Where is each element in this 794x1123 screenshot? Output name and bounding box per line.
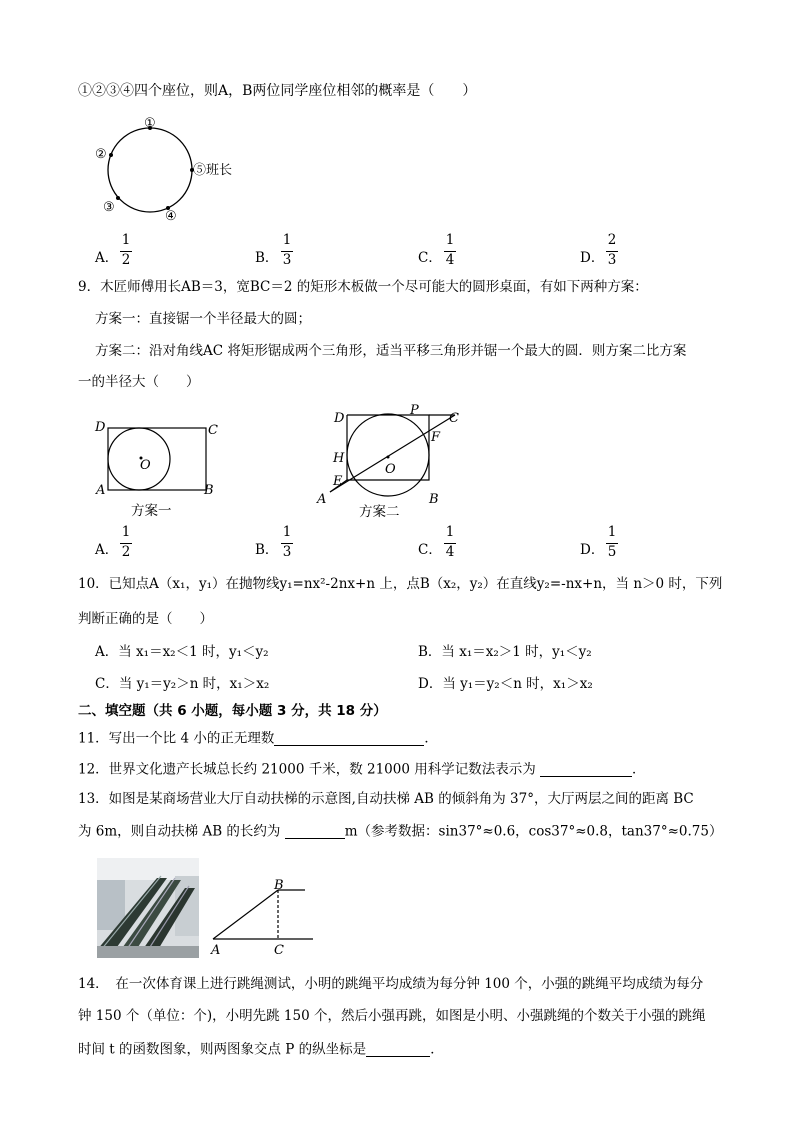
plan2-label-o: O [385, 462, 396, 477]
q11-answer-blank[interactable] [274, 731, 424, 746]
q9-option-d-fraction: 1 5 [607, 524, 617, 560]
seat-2-label: ② [95, 147, 107, 162]
plan1-diagram [90, 412, 230, 522]
plan2-label-c: C [449, 411, 459, 426]
seat-1-label: ① [144, 116, 156, 131]
q10-option-c[interactable]: C．当 y₁＝y₂＞n 时，x₁＞x₂ [95, 676, 270, 692]
q9-option-a-fraction: 1 2 [121, 524, 131, 560]
q14-line2: 钟 150 个（单位：个)，小明先跳 150 个，然后小强再跳，如图是小明、小强跳绳的个数关于小强的跳绳 [78, 1008, 706, 1024]
q8-option-a[interactable]: A． [95, 250, 119, 266]
q8-option-d[interactable]: D． [580, 250, 605, 266]
plan1-label-a: A [96, 483, 106, 498]
q11 [78, 731, 438, 746]
plan2-diagram [312, 400, 472, 524]
escalator-label-a: A [211, 943, 221, 958]
q10-stem: 10．已知点A（x₁，y₁）在抛物线y₁=nx²-2nx+n 上，点B（x₂，y₂）在直线y₂=-nx+n，当 n＞0 时，下列 [78, 576, 723, 592]
q14-line3 [78, 1042, 444, 1057]
q9-option-c[interactable]: C． [418, 542, 442, 558]
plan1-label-o: O [140, 458, 151, 473]
q9-plan2-cont: 一的半径大（ ） [78, 374, 200, 390]
escalator-photo [97, 858, 199, 958]
q12-text: 12．世界文化遗产长城总长约 21000 千米，数 21000 用科学记数法表示为 [78, 761, 536, 778]
plan2-label-e: E [333, 474, 343, 489]
q10-option-a[interactable]: A．当 x₁＝x₂＜1 时，y₁＜y₂ [95, 644, 269, 660]
q9-option-c-fraction: 1 4 [445, 524, 455, 560]
q8-option-c-fraction: 1 4 [445, 232, 455, 268]
plan1-label-b: B [204, 483, 214, 498]
seat-4-label: ④ [165, 209, 177, 222]
plan1-label-c: C [208, 423, 218, 438]
q9-option-b-fraction: 1 3 [282, 524, 292, 560]
seat-circle-diagram [95, 112, 255, 222]
escalator-label-c: C [274, 943, 284, 958]
escalator-diagram [205, 876, 320, 958]
q11-end: ． [424, 730, 438, 747]
q9-plan1: 方案一：直接锯一个半径最大的圆； [95, 311, 311, 327]
plan2-label-b: B [429, 492, 439, 507]
q13-line1: 13．如图是某商场营业大厅自动扶梯的示意图,自动扶梯 AB 的倾斜角为 37°，大厅两层之间的距离 BC [78, 791, 694, 807]
q10-option-b[interactable]: B．当 x₁＝x₂＞1 时，y₁＜y₂ [418, 644, 592, 660]
plan2-label-f: F [431, 430, 441, 445]
q13-answer-blank[interactable] [285, 824, 345, 839]
seat-3-label: ③ [103, 200, 115, 215]
q13-line2 [78, 824, 722, 839]
seat-5-label: ⑤班长 [193, 163, 233, 178]
q13-line2-text: 为 6m，则自动扶梯 AB 的长约为 [78, 823, 281, 840]
plan2-label-d: D [334, 411, 345, 426]
q8-option-d-fraction: 2 3 [607, 232, 617, 268]
q10-option-d[interactable]: D．当 y₁＝y₂＜n 时，x₁＞x₂ [418, 676, 593, 692]
q9-plan2: 方案二：沿对角线AC 将矩形锯成两个三角形，适当平移三角形并锯一个最大的圆．则方案二比方案 [95, 343, 687, 359]
q8-stem: ①②③④四个座位，则A，B两位同学座位相邻的概率是（ ） [78, 83, 477, 99]
escalator-label-b: B [274, 878, 284, 893]
plan2-label-a: A [317, 492, 327, 507]
q8-option-c[interactable]: C． [418, 250, 442, 266]
section-heading: 二、填空题（共 6 小题，每小题 3 分，共 18 分） [78, 703, 387, 719]
plan1-caption: 方案一 [131, 503, 172, 519]
q8-option-b[interactable]: B． [255, 250, 279, 266]
plan2-caption: 方案二 [359, 504, 400, 520]
plan1-label-d: D [95, 420, 106, 435]
q13-line2-ref: m（参考数据：sin37°≈0.6，cos37°≈0.8，tan37°≈0.75） [344, 823, 723, 840]
q14-end: ． [430, 1041, 444, 1058]
q10-stem-cont: 判断正确的是（ ） [78, 611, 213, 627]
q12-answer-blank[interactable] [540, 762, 632, 777]
plan2-label-p: P [410, 403, 419, 418]
q12-end: ． [632, 761, 646, 778]
q9-option-a[interactable]: A． [95, 542, 119, 558]
q14-line1: 14． 在一次体育课上进行跳绳测试，小明的跳绳平均成绩为每分钟 100 个，小强的跳绳平均成绩为每分 [78, 976, 704, 992]
q11-text: 11．写出一个比 4 小的正无理数 [78, 730, 275, 747]
q12 [78, 762, 646, 777]
q8-option-b-fraction: 1 3 [282, 232, 292, 268]
plan2-label-h: H [333, 451, 345, 466]
q14-answer-blank[interactable] [366, 1042, 430, 1057]
q8-option-a-fraction: 1 2 [121, 232, 131, 268]
q9-stem: 9．木匠师傅用长AB＝3，宽BC＝2 的矩形木板做一个尽可能大的圆形桌面，有如下两种方案： [78, 279, 648, 295]
q9-option-b[interactable]: B． [255, 542, 279, 558]
q14-line3-text: 时间 t 的函数图象，则两图象交点 P 的纵坐标是 [78, 1041, 367, 1058]
q9-option-d[interactable]: D． [580, 542, 605, 558]
